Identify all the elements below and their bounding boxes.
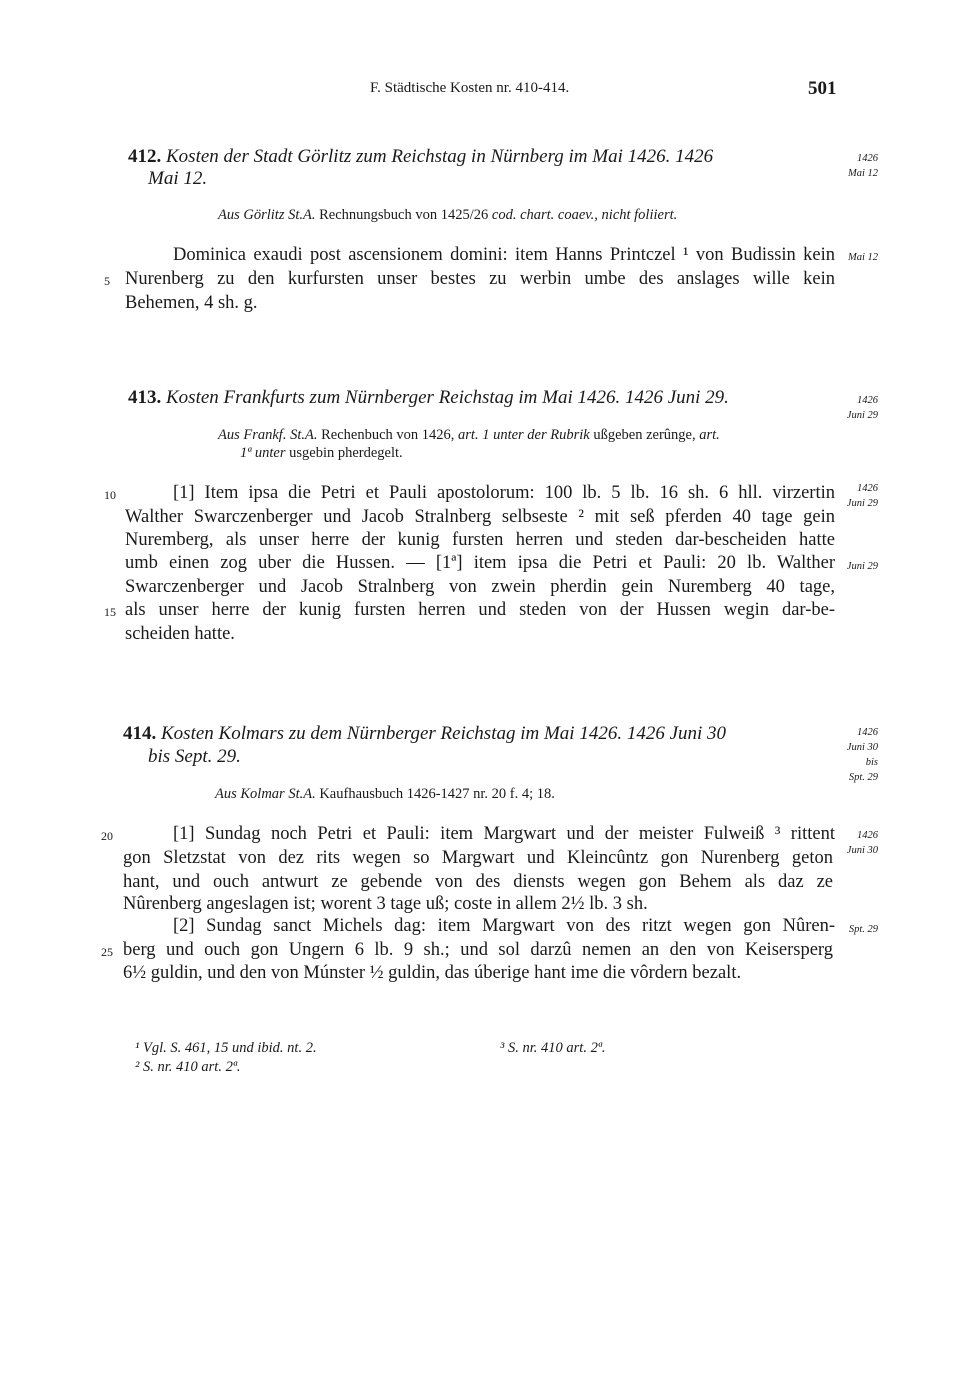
source-note-continued: 1ª unter usgebin pherdegelt. — [240, 445, 403, 461]
text-line: als unser herre der kunig fursten herren und steden von der Hussen wegin dar-be- — [125, 600, 835, 620]
line-number: 10 — [104, 488, 116, 502]
section-title-continued: bis Sept. 29. — [148, 746, 241, 767]
side-note: 1426 — [857, 830, 878, 841]
margin-date: 1426 Juni 29 — [846, 395, 878, 421]
text-line: Behemen, 4 sh. g. — [125, 293, 258, 313]
side-note: Spt. 29 — [848, 924, 878, 935]
section-title: 412. Kosten der Stadt Görlitz zum Reichstag in Nürnberg im Mai 1426. 1426 — [128, 146, 714, 167]
side-note: Mai 12 — [847, 252, 878, 263]
text-line: Dominica exaudi post ascensionem domini: item Hanns Printczel ¹ von Budissin kein — [173, 245, 835, 265]
text-line: hant, und ouch antwurt ze gebende von des diensts wegen gon Behem als daz ze — [123, 872, 833, 892]
source-note: Aus Frankf. St.A. Rechenbuch von 1426, art. 1 unter der Rubrik ußgeben zerûnge, art. — [218, 427, 720, 443]
side-note: Juni 30 — [846, 845, 878, 856]
footnote: ¹ Vgl. S. 461, 15 und ibid. nt. 2. — [135, 1040, 317, 1056]
line-number: 5 — [104, 274, 110, 288]
section-title-continued: Mai 12. — [148, 168, 208, 189]
footnote: ³ S. nr. 410 art. 2ª. — [500, 1040, 606, 1056]
line-number: 20 — [101, 829, 113, 843]
source-note: Aus Kolmar St.A. Kaufhausbuch 1426-1427 nr. 20 f. 4; 18. — [215, 786, 555, 802]
side-note: 1426 — [857, 483, 878, 494]
text-line: Swarczenberger und Jacob Stralnberg von zwein pherdin gein Nuremberg 40 tage, — [125, 577, 835, 597]
side-note: Juni 29 — [846, 498, 878, 509]
section-number: 412. — [128, 146, 162, 167]
text-line: Nurenberg zu den kurfursten unser bestes zu werbin umbe des anslages wille kein — [125, 269, 835, 289]
margin-date: 1426 Mai 12 — [847, 153, 878, 179]
section-title: 414. Kosten Kolmars zu dem Nürnberger Reichstag im Mai 1426. 1426 Juni 30 — [123, 723, 727, 744]
page-number: 501 — [808, 78, 837, 99]
margin-date: 1426 Juni 30 bis Spt. 29 — [846, 727, 878, 783]
section-number: 413. — [128, 387, 162, 408]
line-number: 15 — [104, 605, 116, 619]
text-line: [1] Sundag noch Petri et Pauli: item Margwart und der meister Fulweiß ³ rittent — [173, 824, 835, 844]
side-note: Juni 29 — [846, 561, 878, 572]
line-number: 25 — [101, 945, 113, 959]
running-title: F. Städtische Kosten nr. 410-414. — [370, 80, 570, 96]
section-title: 413. Kosten Frankfurts zum Nürnberger Reichstag im Mai 1426. 1426 Juni 29. — [128, 387, 729, 408]
source-note: Aus Görlitz St.A. Rechnungsbuch von 1425/26 cod. chart. coaev., nicht foliiert. — [218, 207, 678, 223]
text-line: scheiden hatte. — [125, 624, 235, 644]
text-line: [1] Item ipsa die Petri et Pauli apostolorum: 100 lb. 5 lb. 16 sh. 6 hll. virzertin — [173, 483, 835, 503]
text-line: Nuremberg, als unser herre der kunig fursten herren und steden dar-bescheiden hatte — [125, 530, 835, 550]
text-line: berg und ouch gon Ungern 6 lb. 9 sh.; und sol darzû nemen an den von Keisersperg — [123, 940, 833, 960]
text-line: umb einen zog uber die Hussen. — [1ª] item ipsa die Petri et Pauli: 20 lb. Walther — [125, 553, 835, 573]
text-line: Nûrenberg angeslagen ist; worent 3 tage uß; coste in allem 2½ lb. 3 sh. — [123, 894, 648, 914]
text-line: gon Sletzstat von dez rits wegen so Margwart und Kleincûntz gon Nurenberg geton — [123, 848, 833, 868]
footnote: ² S. nr. 410 art. 2ª. — [135, 1059, 241, 1075]
text-line: [2] Sundag sanct Michels dag: item Margwart von des ritzt wegen gon Nûren- — [173, 916, 835, 936]
text-line: Walther Swarczenberger und Jacob Stralnberg selbseste ² mit seß pferden 40 tage gein — [125, 507, 835, 527]
section-number: 414. — [123, 723, 157, 744]
text-line: 6½ guldin, und den von Múnster ½ guldin, das úberige hant ime die vôrdern bezalt. — [123, 963, 742, 983]
